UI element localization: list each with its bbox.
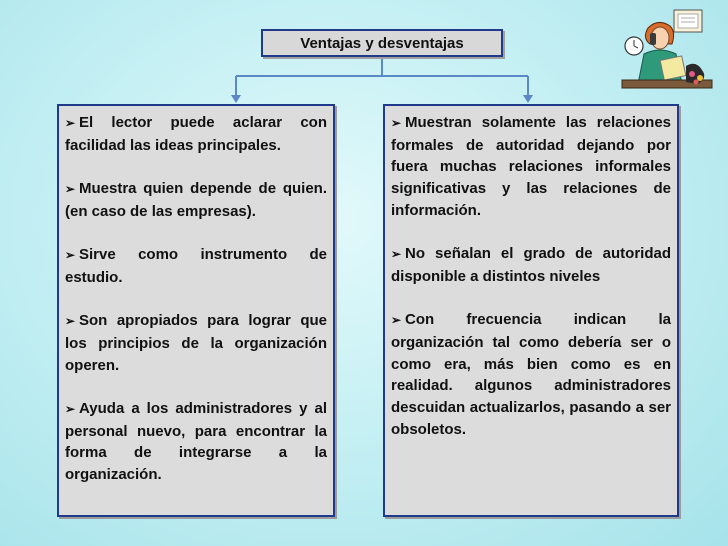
arrowhead-right-icon: [523, 95, 533, 103]
advantage-item: ➢ El lector puede aclarar con facilidad las ideas principales.: [65, 114, 327, 154]
arrowhead-left-icon: [231, 95, 241, 103]
arrow-bullet-icon: ➢: [65, 248, 76, 263]
arrow-bullet-icon: ➢: [391, 313, 402, 328]
advantage-item: ➢ Ayuda a los administradores y al personal nuevo, para encontrar la forma de integrarse a la organización.: [65, 400, 327, 484]
arrow-bullet-icon: ➢: [65, 314, 76, 329]
disadvantages-box: [383, 104, 679, 517]
disadvantage-item: ➢ No señalan el grado de autoridad disponible a distintos niveles: [391, 245, 671, 285]
diagram-title: Ventajas y desventajas: [261, 29, 503, 57]
disadvantage-item: ➢ Con frecuencia indican la organización tal como debería ser o como era, más bien como es en realidad. algunos administradores descuidan actualizarlos, pasando a ser obsoletos.: [391, 311, 671, 438]
arrow-bullet-icon: ➢: [65, 402, 76, 417]
arrow-bullet-icon: ➢: [65, 182, 76, 197]
advantage-item: ➢ Son apropiados para lograr que los principios de la organización operen.: [65, 312, 327, 374]
arrow-bullet-icon: ➢: [65, 116, 76, 130]
office-worker-clipart-icon: [616, 6, 718, 98]
advantage-item: ➢ Sirve como instrumento de estudio.: [65, 246, 327, 286]
disadvantage-item: ➢ Muestran solamente las relaciones formales de autoridad dejando por fuera muchas relaciones informales significativas y las relaciones de información.: [391, 114, 671, 219]
advantages-box: [57, 104, 335, 517]
advantage-item: ➢ Muestra quien depende de quien. (en caso de las empresas).: [65, 180, 327, 220]
arrow-bullet-icon: ➢: [391, 247, 402, 262]
arrow-bullet-icon: ➢: [391, 116, 402, 130]
